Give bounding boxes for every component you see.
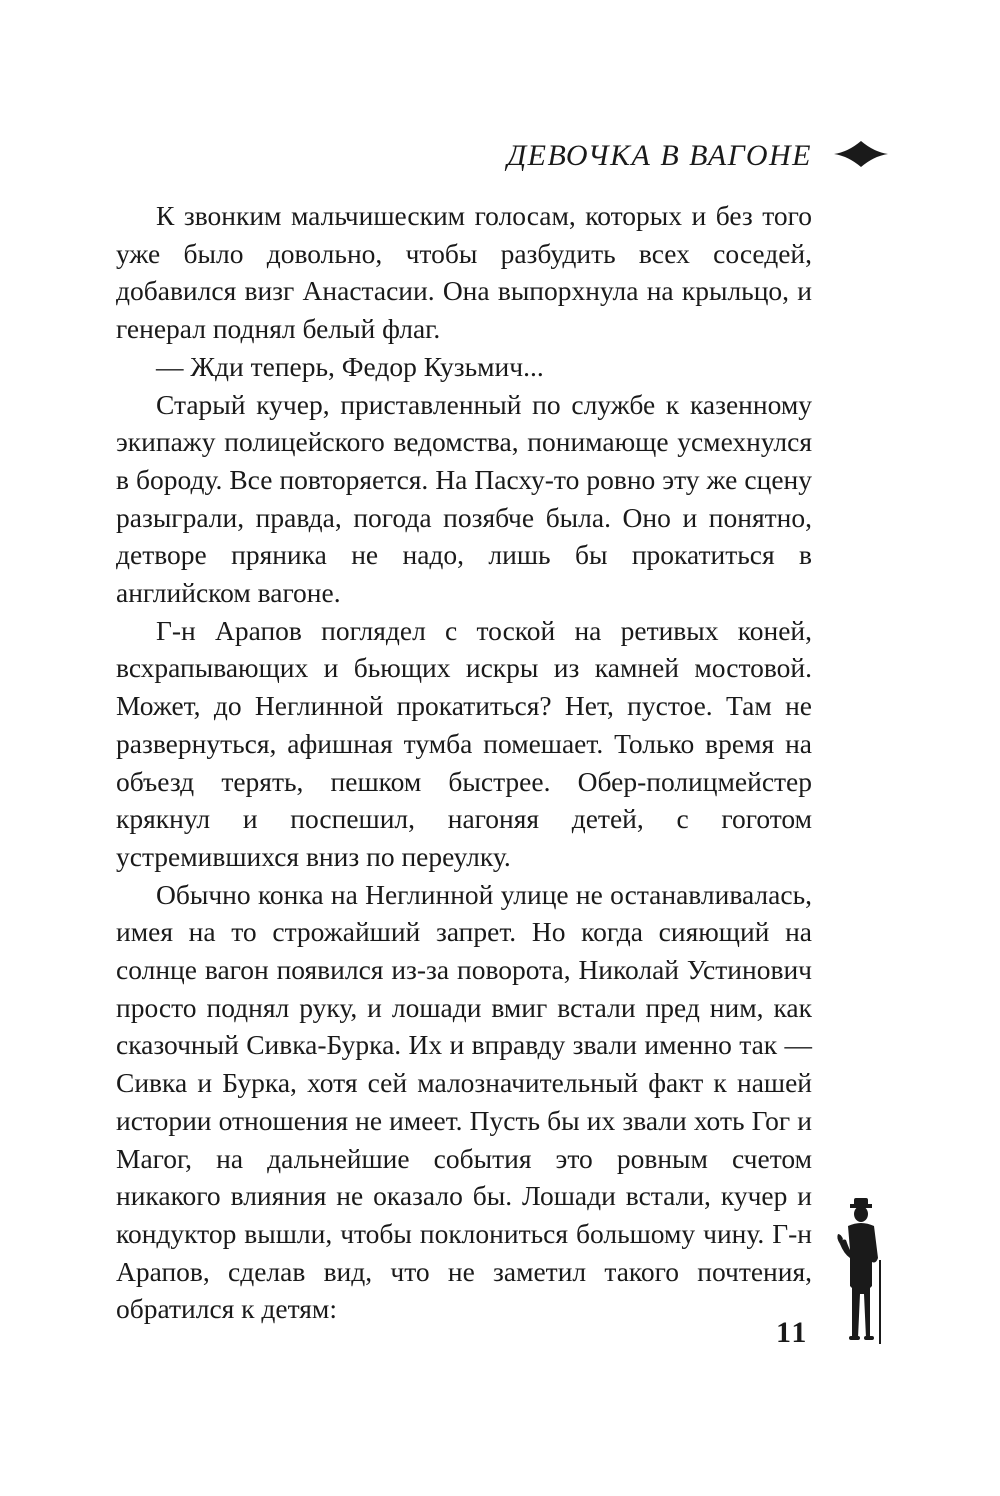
running-header xyxy=(0,135,1000,175)
gentleman-silhouette-icon xyxy=(830,1198,894,1348)
paragraph: Г-н Арапов поглядел с тоской на ретивых коней, всхрапывающих и бьющих искры из камней мостовой. Может, до Неглинной прокатиться? Нет, пустое. Там не развернуться, афишная тумба помешает. Только время на объезд терять, пешком быстрее. Обер-полицмейстер крякнул и поспешил, нагоняя детей, с гоготом устремившихся вниз по переулку. xyxy=(116,614,812,872)
paragraph: Обычно конка на Неглинной улице не останавливалась, имея на то строжайший запрет. Но когда сияющий на солнце вагон появился из-за поворота, Николай Устинович просто поднял руку, и лошади вмиг встали пред ним, как сказочный Сивка-Бурка. Их и вправду звали именно так — Сивка и Бурка, хотя сей малозначительный факт к нашей истории отношения не имеет. Пусть бы их звали хоть Гог и Магог, на дальнейшие события это ровным счетом никакого влияния не оказало бы. Лошади встали, кучер и кондуктор вышли, чтобы поклониться большому чину. Г-н Арапов, сделав вид, что не заметил такого почтения, обратился к детям: xyxy=(116,878,812,1325)
running-header-title: ДЕВОЧКА В ВАГОНЕ xyxy=(507,139,812,172)
paragraph: — Жди теперь, Федор Кузьмич... xyxy=(156,350,544,382)
body-text xyxy=(116,197,812,1328)
diamond-ornament-icon xyxy=(834,141,888,167)
paragraph: К звонким мальчишеским голосам, которых и без того уже было довольно, чтобы разбудить всех соседей, добавился визг Анастасии. Она выпорхнула на крыльцо, и генерал поднял белый флаг. xyxy=(116,200,812,345)
page-number: 11 xyxy=(776,1316,809,1349)
paragraph: Старый кучер, приставленный по службе к казенному экипажу полицейского ведомства, понимающе усмехнулся в бороду. Все повторяется. На Пасху-то ровно эту же сцену разыграли, правда, погода позябче была. Оно и понятно, детворе пряника не надо, лишь бы прокатиться в английском вагоне. xyxy=(116,388,812,609)
